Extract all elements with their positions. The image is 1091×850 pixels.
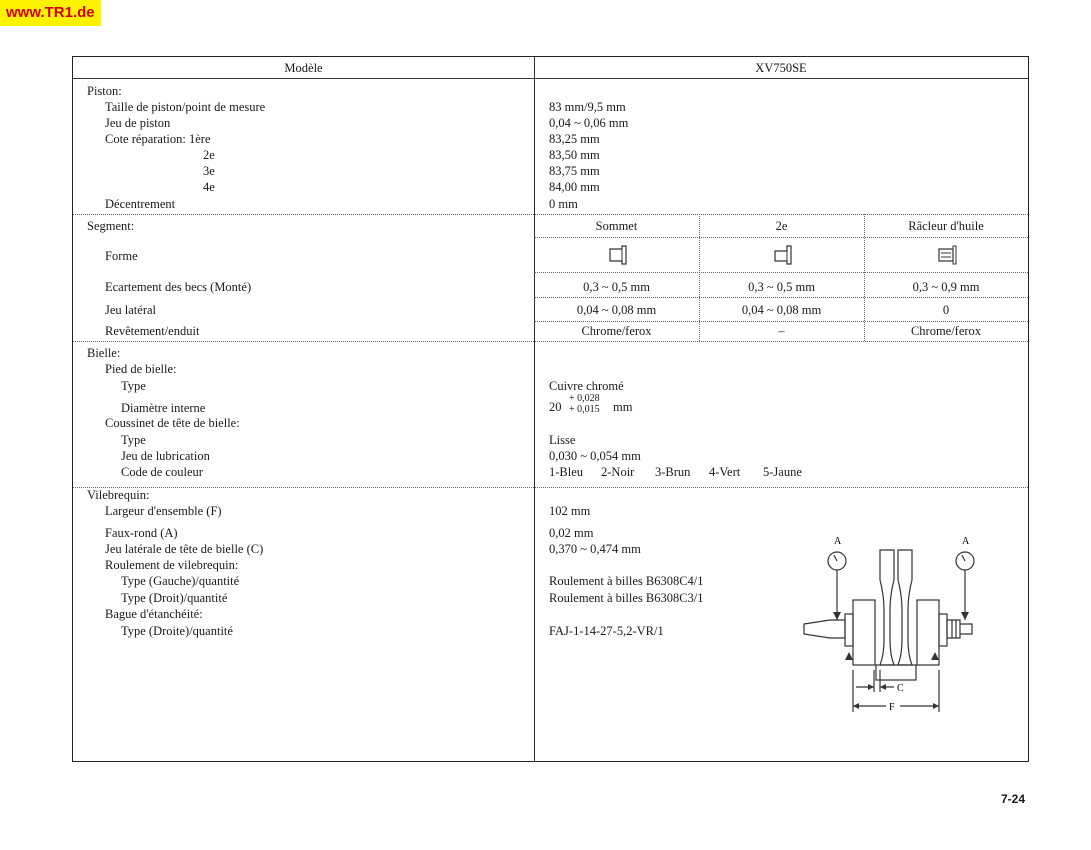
piston-value: 83 mm/9,5 mm	[549, 100, 626, 114]
piston-label: Jeu de piston	[105, 116, 171, 130]
vilebrequin-label: Type (Droit)/quantité	[121, 591, 228, 605]
segment-value: 0,04 ~ 0,08 mm	[741, 303, 822, 317]
color-code: 5-Jaune	[763, 465, 802, 479]
ring-second-profile-icon	[773, 243, 795, 267]
bielle-label: Type	[121, 433, 146, 447]
segment-value: 0,3 ~ 0,5 mm	[583, 280, 650, 294]
segment-label: Revêtement/enduit	[105, 324, 200, 338]
segment-value: 0	[942, 303, 950, 317]
bielle-label: Diamètre interne	[121, 401, 206, 415]
vilebrequin-value: 102 mm	[549, 504, 591, 518]
bielle-pied: Pied de bielle:	[105, 362, 177, 376]
piston-value: 83,25 mm	[549, 132, 600, 146]
vilebrequin-label: Jeu latérale de tête de bielle (C)	[105, 542, 264, 556]
vilebrequin-value: FAJ-1-14-27-5,2-VR/1	[549, 624, 664, 638]
diam-unit: mm	[613, 400, 633, 414]
piston-value: 84,00 mm	[549, 180, 600, 194]
bielle-coussinet: Coussinet de tête de bielle:	[105, 416, 240, 430]
bielle-value: Cuivre chromé	[549, 379, 624, 393]
diagram-label-f: F	[889, 702, 895, 713]
bielle-label: Type	[121, 379, 146, 393]
segment-value: Chrome/ferox	[910, 324, 982, 338]
piston-label: 3e	[203, 164, 215, 178]
piston-value: 83,50 mm	[549, 148, 600, 162]
ring-oil-profile-icon	[937, 243, 959, 267]
diam-upper-tolerance: + 0,028	[569, 393, 600, 404]
segment-column-header: Sommet	[595, 219, 638, 233]
bielle-label: Jeu de lubrication	[121, 449, 210, 463]
vilebrequin-label: Type (Droite)/quantité	[121, 624, 233, 638]
vilebrequin-value: 0,02 mm	[549, 526, 594, 540]
piston-label: 2e	[203, 148, 215, 162]
page-number: 7-24	[1000, 792, 1025, 806]
color-code: 2-Noir	[601, 465, 635, 479]
model-label: Modèle	[284, 61, 323, 75]
bielle-label: Code de couleur	[121, 465, 203, 479]
segment-value: –	[778, 324, 785, 338]
segment-column-header: 2e	[775, 219, 788, 233]
segment-label: Forme	[105, 249, 138, 263]
vilebrequin-value: 0,370 ~ 0,474 mm	[549, 542, 641, 556]
color-code: 4-Vert	[709, 465, 741, 479]
segment-value: 0,3 ~ 0,9 mm	[912, 280, 980, 294]
diam-base: 20	[549, 400, 562, 414]
ring-top-profile-icon	[608, 243, 630, 267]
segment-value: Chrome/ferox	[581, 324, 652, 338]
vilebrequin-label: Type (Gauche)/quantité	[121, 574, 240, 588]
piston-label: 4e	[203, 180, 215, 194]
segment-value: 0,3 ~ 0,5 mm	[748, 280, 815, 294]
vilebrequin-bague: Bague d'étanchéité:	[105, 607, 203, 621]
vilebrequin-roulement: Roulement de vilebrequin:	[105, 558, 239, 572]
piston-label: Cote réparation: 1ère	[105, 132, 211, 146]
segment-label: Jeu latéral	[105, 303, 157, 317]
segment-column-header: Râcleur d'huile	[908, 219, 984, 233]
segment-value: 0,04 ~ 0,08 mm	[576, 303, 657, 317]
model-value: XV750SE	[755, 61, 807, 75]
section-divider	[73, 341, 1028, 342]
bielle-title: Bielle:	[87, 346, 121, 360]
color-code: 3-Brun	[655, 465, 691, 479]
piston-value: 83,75 mm	[549, 164, 600, 178]
piston-label: Taille de piston/point de mesure	[105, 100, 266, 114]
color-code: 1-Bleu	[549, 465, 584, 479]
bielle-value: Lisse	[549, 433, 576, 447]
diagram-label-c: C	[897, 683, 904, 694]
diagram-label-a-right: A	[962, 536, 970, 547]
vilebrequin-title: Vilebrequin:	[87, 488, 150, 502]
vilebrequin-value: Roulement à billes B6308C3/1	[549, 591, 704, 605]
vilebrequin-value: Roulement à billes B6308C4/1	[549, 574, 704, 588]
crankshaft-diagram	[790, 530, 990, 720]
vilebrequin-label: Largeur d'ensemble (F)	[105, 504, 222, 518]
diam-lower-tolerance: + 0,015	[569, 404, 600, 415]
piston-title: Piston:	[87, 84, 122, 98]
vilebrequin-label: Faux-rond (A)	[105, 526, 178, 540]
header-divider	[73, 78, 1028, 79]
bielle-value: 0,030 ~ 0,054 mm	[549, 449, 641, 463]
segment-title: Segment:	[87, 219, 135, 233]
diagram-label-a-left: A	[834, 536, 842, 547]
column-divider	[534, 57, 535, 761]
watermark: www.TR1.de	[0, 0, 101, 26]
piston-label: Décentrement	[105, 197, 176, 211]
piston-value: 0,04 ~ 0,06 mm	[549, 116, 629, 130]
section-divider	[73, 487, 1028, 488]
section-divider	[73, 214, 1028, 215]
piston-value: 0 mm	[549, 197, 578, 211]
segment-label: Ecartement des becs (Monté)	[105, 280, 252, 294]
